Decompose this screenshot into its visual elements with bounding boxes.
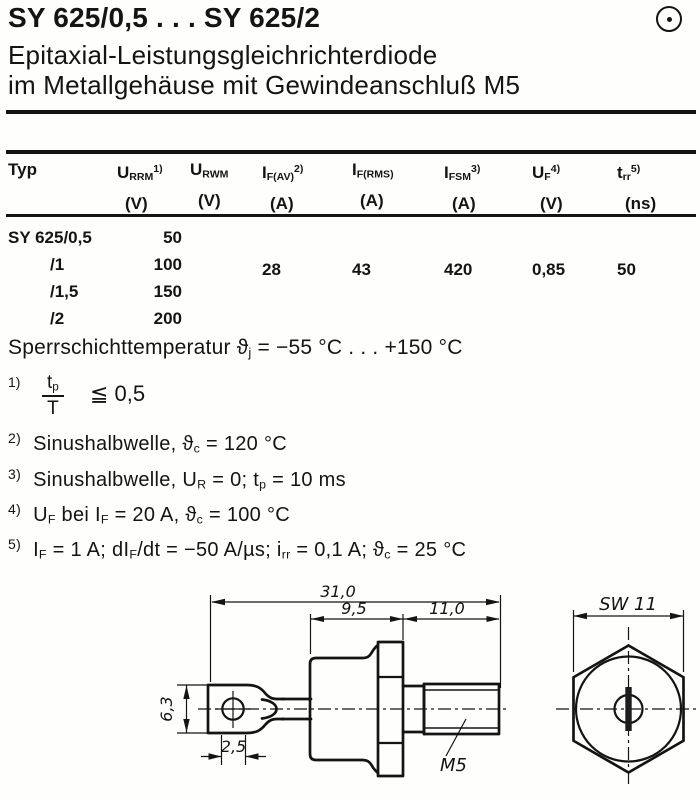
junction-temperature-line: Sperrschichttemperatur $ϑ_j = -55$ °C . . . +150 °C [8, 336, 463, 360]
hex-end-view [556, 594, 700, 786]
lug-slot-end [625, 687, 631, 731]
subtitle [8, 40, 520, 100]
page-title: SY 625/0,5 . . . SY 625/2 [8, 2, 321, 33]
dim-label-lug-height: 6,3 [157, 696, 176, 722]
column-header-ifsm: $I_{FSM}^{3)}$ (A) [444, 162, 481, 214]
cell-typ-row2: /1 [50, 254, 65, 274]
cell-urrm-row4: 200 [153, 308, 182, 328]
footnote-3: $^{3)}$ Sinushalbwelle, $U_R = 0$; $t_p = 10$ ms [8, 466, 346, 492]
divider-top [6, 110, 696, 114]
circled-dot-icon [656, 6, 682, 32]
fraction-numerator: $t_p$ [42, 372, 64, 397]
column-header-trr: $t_{rr}^{5)}$ (ns) [617, 162, 657, 214]
footnote-1-fraction [42, 372, 64, 420]
cell-typ-row4: /2 [50, 308, 65, 328]
dim-label-hole: 2,5 [220, 737, 247, 756]
cell-ifav-shared: 28 [262, 260, 281, 279]
footnote-2: $^{2)}$ Sinushalbwelle, $ϑ_c = 120$ °C [8, 430, 288, 456]
column-header-typ: Typ [8, 160, 37, 179]
cell-trr-shared: 50 [617, 260, 636, 279]
cell-ifsm-shared: 420 [444, 260, 473, 279]
side-view [157, 582, 510, 776]
circled-dot-center [667, 17, 672, 22]
footnote-1 [8, 372, 308, 426]
subtitle-line-2: im Metallgehäuse mit Gewindeanschluß M5 [8, 70, 521, 100]
dim-label-thread: 11,0 [429, 599, 465, 618]
subtitle-line-1: Epitaxial-Leistungsgleichrichterdiode [8, 40, 438, 70]
table-top-rule [6, 150, 696, 154]
cell-typ-row3: /1,5 [50, 281, 79, 301]
dim-label-body: 9,5 [341, 599, 367, 618]
spec-table-header [8, 159, 698, 214]
fraction-denominator: T [47, 398, 59, 419]
footnote-1-condition: ≦ 0,5 [90, 381, 146, 406]
dimension-body-and-thread [311, 599, 500, 654]
dim-label-overall: 31,0 [320, 582, 356, 601]
table-header-rule [6, 214, 696, 217]
spec-table-body [8, 224, 698, 332]
cell-uf-shared: 0,85 [532, 260, 566, 279]
package-dimension-drawing [0, 578, 700, 800]
cell-urrm-row1: 50 [163, 227, 182, 247]
wrench-size-label: SW 11 [599, 594, 657, 615]
footnote-2-marker: 2) [8, 430, 22, 446]
column-header-urrm: $U_{RRM}^{1)}$ (V) [117, 162, 163, 214]
column-header-urwm: $U_{RWM}$ (V) [190, 160, 229, 211]
footnote-4-marker: 4) [8, 501, 22, 517]
footnote-5-marker: 5) [8, 536, 22, 552]
footnote-3-marker: 3) [8, 466, 22, 482]
footnote-5: $^{5)}$ $I_F = 1$ A; $dI_F/dt = -50$ A/µs; $i_{rr} = 0,1$ A; $ϑ_c = 25$ °C [8, 536, 467, 562]
footnote-1-marker: 1) [8, 374, 21, 390]
cell-ifrms-shared: 43 [352, 260, 371, 279]
column-header-uf: $U_F^{4)}$ (V) [532, 162, 563, 214]
cell-urrm-row3: 150 [153, 281, 182, 301]
dimension-hole-width [201, 735, 266, 765]
footnote-4: $^{4)}$ $U_F$ bei $I_F = 20$ A, $ϑ_c = 100$ °C [8, 501, 290, 527]
column-header-ifav: $I_{F(AV)}^{2)}$ (A) [262, 162, 304, 214]
dimension-overall-length [211, 582, 501, 688]
cell-typ-row1: SY 625/0,5 [8, 227, 92, 247]
thread-size-label: M5 [440, 755, 467, 776]
cell-urrm-row2: 100 [153, 254, 182, 274]
column-header-ifrms: $I_{F(RMS)}$ (A) [352, 160, 394, 211]
